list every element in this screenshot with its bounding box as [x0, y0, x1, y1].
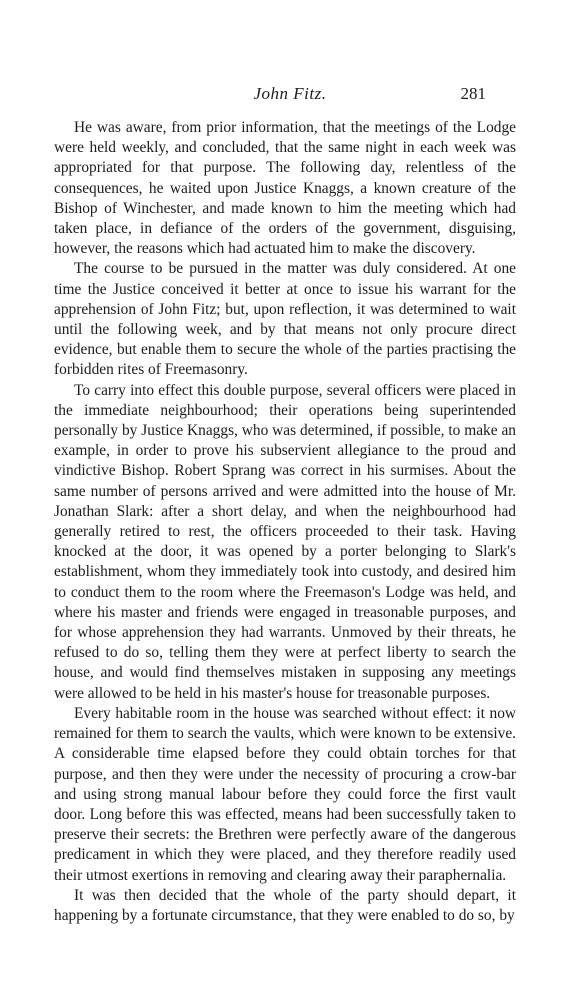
- paragraph-5: It was then decided that the whole of the party should depart, it happening by a fortunate circumstance, that they were enabled to do so, by: [54, 886, 516, 924]
- body-text: [54, 118, 516, 926]
- running-head: [0, 84, 580, 108]
- page-number: 281: [460, 84, 486, 103]
- paragraph-4: Every habitable room in the house was searched without effect: it now remained for them to search the vaults, which were known to be extensive. A considerable time elapsed before they could obtain torches for that purpose, and then they were under the necessity of procuring a crow-bar and using strong manual labour before they could force the first vault door. Long before this was effected, means had been successfully taken to preserve their secrets: the Brethren were perfectly aware of the dangerous predicament in which they were placed, and they therefore readily used their utmost exertions in removing and clearing away their paraphernalia.: [54, 704, 516, 884]
- paragraph-3: To carry into effect this double purpose, several officers were placed in the immediate neighbourhood; their operations being superintended personally by Justice Knaggs, who was determined, if possible, to make an example, in order to prove his subservient allegiance to the proud and vindictive Bishop. Robert Sprang was correct in his surmises. About the same number of persons arrived and were admitted into the house of Mr. Jonathan Slark: after a short delay, and when the neighbourhood had generally retired to rest, the officers proceeded to their task. Having knocked at the door, it was opened by a porter belonging to Slark's establishment, whom they immediately took into custody, and desired him to conduct them to the room where the Freemason's Lodge was held, and where his master and friends were engaged in treasonable purposes, and for whose apprehension they had warrants. Unmoved by their threats, he refused to do so, telling them they were at perfect liberty to search the house, and would find themselves mistaken in supposing any meetings were allowed to be held in his master's house for treasonable purposes.: [54, 381, 516, 702]
- paragraph-2: The course to be pursued in the matter was duly considered. At one time the Justice conceived it better at once to issue his warrant for the apprehension of John Fitz; but, upon reflection, it was determined to wait until the following week, and by that means not only procure direct evidence, but enable them to secure the whole of the parties practising the forbidden rites of Freemasonry.: [54, 260, 516, 379]
- running-title: John Fitz.: [253, 84, 327, 103]
- paragraph-1: He was aware, from prior information, that the meetings of the Lodge were held weekly, and concluded, that the same night in each week was appropriated for that purpose. The following day, relentless of the consequences, he waited upon Justice Knaggs, a known creature of the Bishop of Winchester, and made known to him the meeting which had taken place, in defiance of the orders of the government, disguising, however, the reasons which had actuated him to make the discovery.: [54, 119, 516, 258]
